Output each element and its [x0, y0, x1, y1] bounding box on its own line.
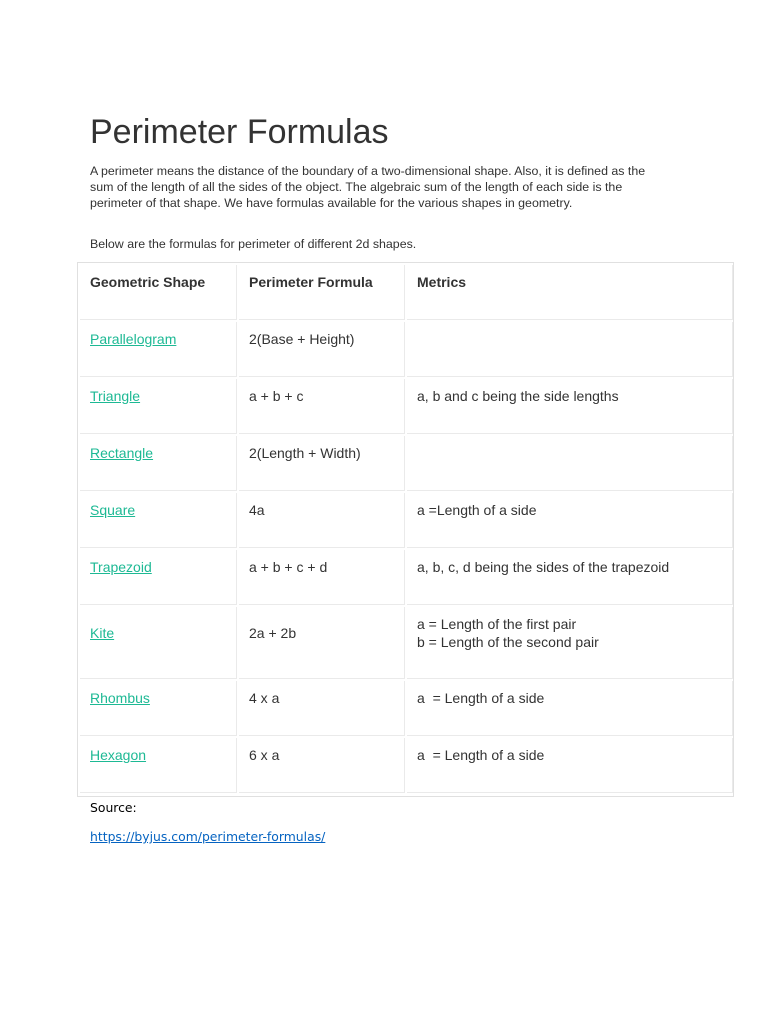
shape-link-rectangle[interactable]: Rectangle [90, 445, 154, 461]
metric-text: a =Length of a side [417, 502, 537, 518]
shape-cell [80, 681, 237, 736]
formula-cell: 2(Length + Width) [239, 436, 405, 491]
shape-link-rhombus[interactable]: Rhombus [90, 690, 150, 706]
shape-link-kite[interactable]: Kite [90, 625, 115, 641]
table-row [80, 681, 733, 736]
formula-cell: a + b + c [239, 379, 405, 434]
metrics-cell [407, 681, 733, 736]
shape-cell [80, 436, 237, 491]
table-header-row [80, 265, 733, 320]
metrics-cell [407, 738, 733, 793]
shape-cell [80, 607, 237, 679]
shape-cell [80, 550, 237, 605]
header-metrics: Metrics [407, 265, 733, 320]
formula-table-container [77, 262, 734, 797]
header-geometric-shape: Geometric Shape [80, 265, 237, 320]
table-row [80, 738, 733, 793]
shape-link-parallelogram[interactable]: Parallelogram [90, 331, 177, 347]
table-row [80, 493, 733, 548]
header-perimeter-formula: Perimeter Formula [239, 265, 405, 320]
metrics-cell [407, 550, 733, 605]
intro-paragraph: A perimeter means the distance of the boundary of a two-dimensional shape. Also, it is defined as the sum of the length of all the sides of the object. The algebraic sum of the length of each side is the perimeter of that shape. We have formulas available for the various shapes in geometry. [90, 164, 646, 210]
lead-paragraph: Below are the formulas for perimeter of different 2d shapes. [90, 237, 417, 251]
source-label: Source: [90, 800, 137, 815]
table-row [80, 550, 733, 605]
shape-link-trapezoid[interactable]: Trapezoid [90, 559, 152, 575]
shape-cell [80, 379, 237, 434]
shape-link-square[interactable]: Square [90, 502, 136, 518]
metrics-cell [407, 493, 733, 548]
formula-cell: a + b + c + d [239, 550, 405, 605]
metric-text: a = Length of the first pair [417, 616, 577, 632]
shape-cell [80, 738, 237, 793]
table-row [80, 379, 733, 434]
metric-text: a = Length of a side [417, 747, 545, 763]
metrics-cell [407, 379, 733, 434]
formula-cell: 6 x a [239, 738, 405, 793]
metric-text: a, b and c being the side lengths [417, 388, 619, 404]
shape-link-hexagon[interactable]: Hexagon [90, 747, 147, 763]
table-row [80, 322, 733, 377]
shape-cell [80, 322, 237, 377]
formula-cell: 2a + 2b [239, 607, 405, 679]
shape-link-triangle[interactable]: Triangle [90, 388, 141, 404]
table-row [80, 607, 733, 679]
formula-cell: 2(Base + Height) [239, 322, 405, 377]
metrics-cell [407, 322, 733, 377]
page-title: Perimeter Formulas [90, 113, 389, 151]
metric-text: a, b, c, d being the sides of the trapezoid [417, 559, 670, 575]
table-row [80, 436, 733, 491]
formula-cell: 4 x a [239, 681, 405, 736]
metric-text: a = Length of a side [417, 690, 545, 706]
metric-text: b = Length of the second pair [417, 634, 599, 650]
formula-cell: 4a [239, 493, 405, 548]
metrics-cell [407, 607, 733, 679]
metrics-cell [407, 436, 733, 491]
source-link[interactable]: https://byjus.com/perimeter-formulas/ [90, 829, 326, 844]
formula-table [78, 263, 735, 795]
shape-cell [80, 493, 237, 548]
